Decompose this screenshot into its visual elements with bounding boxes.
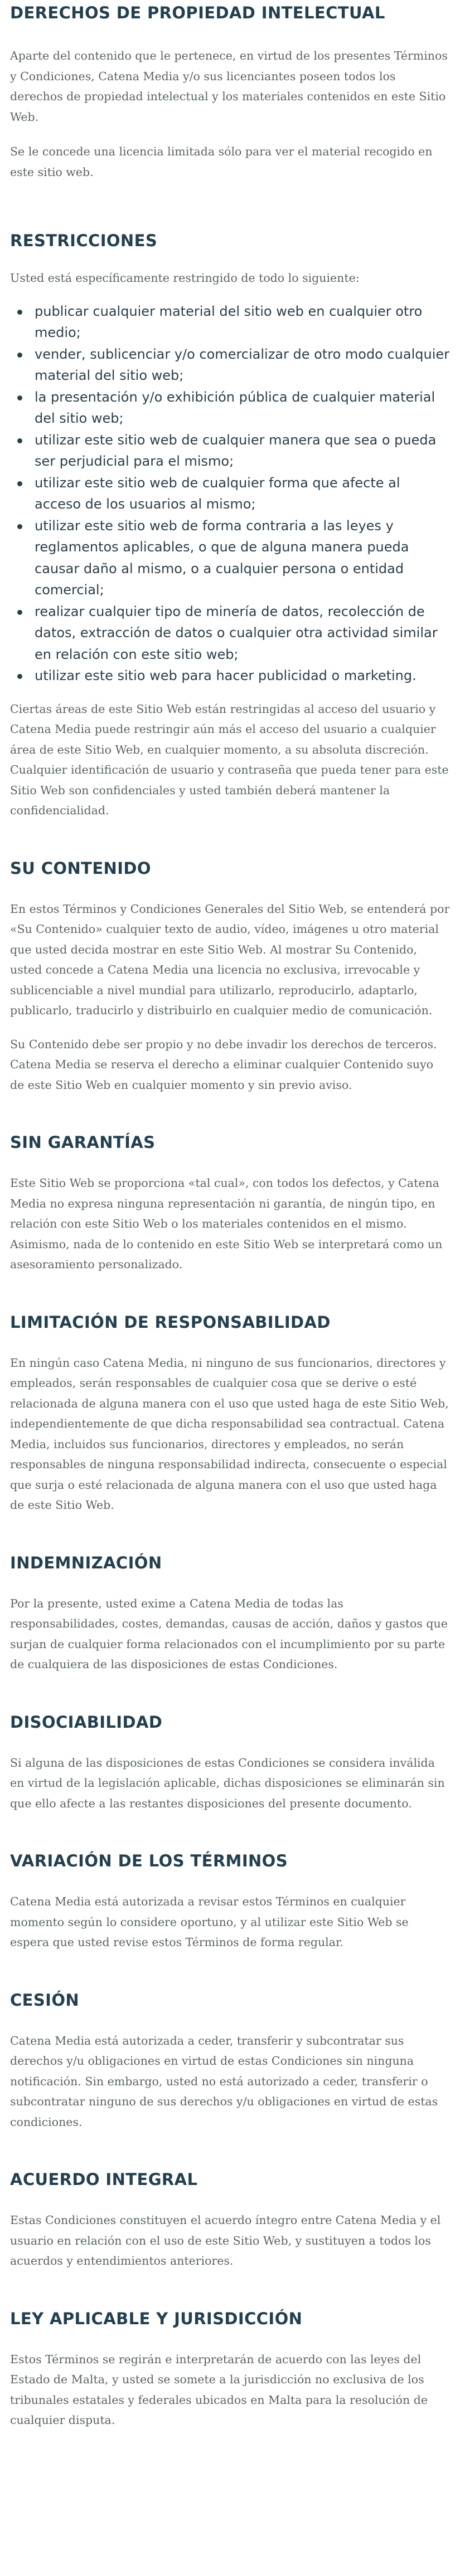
list-item: publicar cualquier material del sitio web en cualquier otro medio;	[35, 301, 450, 344]
section-intellectual-property	[10, 2, 450, 182]
section-title: INDEMNIZACIÓN	[10, 1553, 162, 1572]
section-paragraph: Estas Condiciones constituyen el acuerdo íntegro entre Catena Media y el usuario en relación con el uso de este Sitio Web, y sustituyen a todos los acuerdos y entendimientos anteriores.	[10, 2213, 441, 2267]
section-severability	[10, 1712, 450, 1814]
list-item: utilizar este sitio web de cualquier manera que sea o pueda ser perjudicial para el mismo;	[35, 429, 450, 472]
section-indemnification	[10, 1552, 450, 1675]
section-title: CESIÓN	[10, 1990, 80, 2010]
section-title: VARIACIÓN DE LOS TÉRMINOS	[10, 1851, 288, 1870]
section-terms-variation	[10, 1850, 450, 1953]
section-title: LEY APLICABLE Y JURISDICCIÓN	[10, 2309, 303, 2328]
section-title: DERECHOS DE PROPIEDAD INTELECTUAL	[10, 3, 385, 22]
section-title: DISOCIABILIDAD	[10, 1712, 163, 1732]
section-title: LIMITACIÓN DE RESPONSABILIDAD	[10, 1312, 331, 1332]
section-intro: Usted está específicamente restringido de todo lo siguiente:	[10, 271, 360, 285]
section-restrictions	[10, 230, 450, 821]
list-item: utilizar este sitio web de forma contraria a las leyes y reglamentos aplicables, o que de alguna manera pueda causar daño al mismo, o a cualquier persona o entidad comercial;	[35, 515, 450, 601]
section-paragraph: En estos Términos y Condiciones Generales del Sitio Web, se entenderá por «Su Contenido» cualquier texto de audio, vídeo, imágenes u otro material que usted decida mostrar en este Sitio Web. Al mostrar Su Contenido, usted concede a Catena Media una licencia no exclusiva, irrevocable y sublicenciable a nivel mundial para utilizarlo, reproducirlo, adaptarlo, publicarlo, traducirlo y distribuirlo en cualquier medio de comunicación.	[10, 902, 450, 1017]
list-item: utilizar este sitio web para hacer publicidad o marketing.	[35, 665, 450, 687]
section-paragraph: Aparte del contenido que le pertenece, en virtud de los presentes Términos y Condiciones, Catena Media y/o sus licenciantes poseen todos los derechos de propiedad intelectual y los materiales contenidos en este Sitio Web.	[10, 49, 448, 124]
section-governing-law	[10, 2308, 450, 2431]
list-item: vender, sublicenciar y/o comercializar de otro modo cualquier material del sitio web;	[35, 344, 450, 387]
section-paragraph: Catena Media está autorizada a ceder, transferir y subcontratar sus derechos y/u obligaciones en virtud de estas Condiciones sin ninguna notificación. Sin embargo, usted no está autorizado a ceder, transferir o subcontratar ninguno de sus derechos y/u obligaciones en virtud de estas condiciones.	[10, 2034, 438, 2129]
section-paragraph: Se le concede una licencia limitada sólo para ver el material recogido en este sitio web.	[10, 145, 433, 179]
section-title: SIN GARANTÍAS	[10, 1133, 156, 1152]
section-paragraph: Por la presente, usted exime a Catena Media de todas las responsabilidades, costes, demandas, causas de acción, daños y gastos que surjan de cualquier forma relacionados con el incumplimiento por su parte de cualquiera de las disposiciones de estas Condiciones.	[10, 1596, 448, 1671]
section-paragraph: Catena Media está autorizada a revisar estos Términos en cualquier momento según lo considere oportuno, y al utilizar este Sitio Web se espera que usted revise estos Términos de forma regular.	[10, 1895, 409, 1949]
section-paragraph: Si alguna de las disposiciones de estas Condiciones se considera inválida en virtud de la legislación aplicable, dichas disposiciones se eliminarán sin que ello afecte a las restantes disposiciones del presente documento.	[10, 1756, 445, 1810]
section-paragraph: En ningún caso Catena Media, ni ninguno de sus funcionarios, directores y empleados, serán responsables de cualquier cosa que se derive o esté relacionada de alguna manera con el uso que usted haga de este Sitio Web, independientemente de que dicha responsabilidad sea contractual. Catena Media, incluidos sus funcionarios, directores y empleados, no serán responsables de ninguna responsabilidad indirecta, consecuente o especial que surja o esté relacionada de alguna manera con el uso que usted haga de este Sitio Web.	[10, 1356, 449, 1512]
section-title: SU CONTENIDO	[10, 858, 151, 878]
section-no-warranties	[10, 1132, 450, 1275]
section-title: RESTRICCIONES	[10, 231, 158, 250]
restrictions-list	[10, 301, 450, 687]
list-item: utilizar este sitio web de cualquier forma que afecte al acceso de los usuarios al mismo;	[35, 472, 450, 515]
section-paragraph: Este Sitio Web se proporciona «tal cual», con todos los defectos, y Catena Media no expresa ninguna representación ni garantía, de ningún tipo, en relación con este Sitio Web o los materiales contenidos en el mismo. Asimismo, nada de lo contenido en este Sitio Web se interpretará como un asesoramiento personalizado.	[10, 1176, 443, 1271]
section-paragraph: Su Contenido debe ser propio y no debe invadir los derechos de terceros. Catena Media se reserva el derecho a eliminar cualquier Contenido suyo de este Sitio Web en cualquier momento y sin previo aviso.	[10, 1037, 437, 1092]
terms-document	[0, 2, 460, 2444]
list-item: realizar cualquier tipo de minería de datos, recolección de datos, extracción de datos o cualquier otra actividad similar en relación con este sitio web;	[35, 601, 450, 666]
section-assignment	[10, 1990, 450, 2133]
section-paragraph: Ciertas áreas de este Sitio Web están restringidas al acceso del usuario y Catena Media puede restringir aún más el acceso del usuario a cualquier área de este Sitio Web, en cualquier momento, a su absoluta discreción. Cualquier identificación de usuario y contraseña que pueda tener para este Sitio Web son confidenciales y usted también deberá mantener la confidencialidad.	[10, 702, 449, 817]
list-item: la presentación y/o exhibición pública de cualquier material del sitio web;	[35, 387, 450, 429]
section-liability-limitation	[10, 1312, 450, 1516]
section-your-content	[10, 858, 450, 1096]
section-paragraph: Estos Términos se regirán e interpretarán de acuerdo con las leyes del Estado de Malta, y usted se somete a la jurisdicción no exclusiva de los tribunales estatales y federales ubicados en Malta para la resolución de cualquier disputa.	[10, 2352, 428, 2427]
section-title: ACUERDO INTEGRAL	[10, 2170, 198, 2189]
section-entire-agreement	[10, 2169, 450, 2271]
